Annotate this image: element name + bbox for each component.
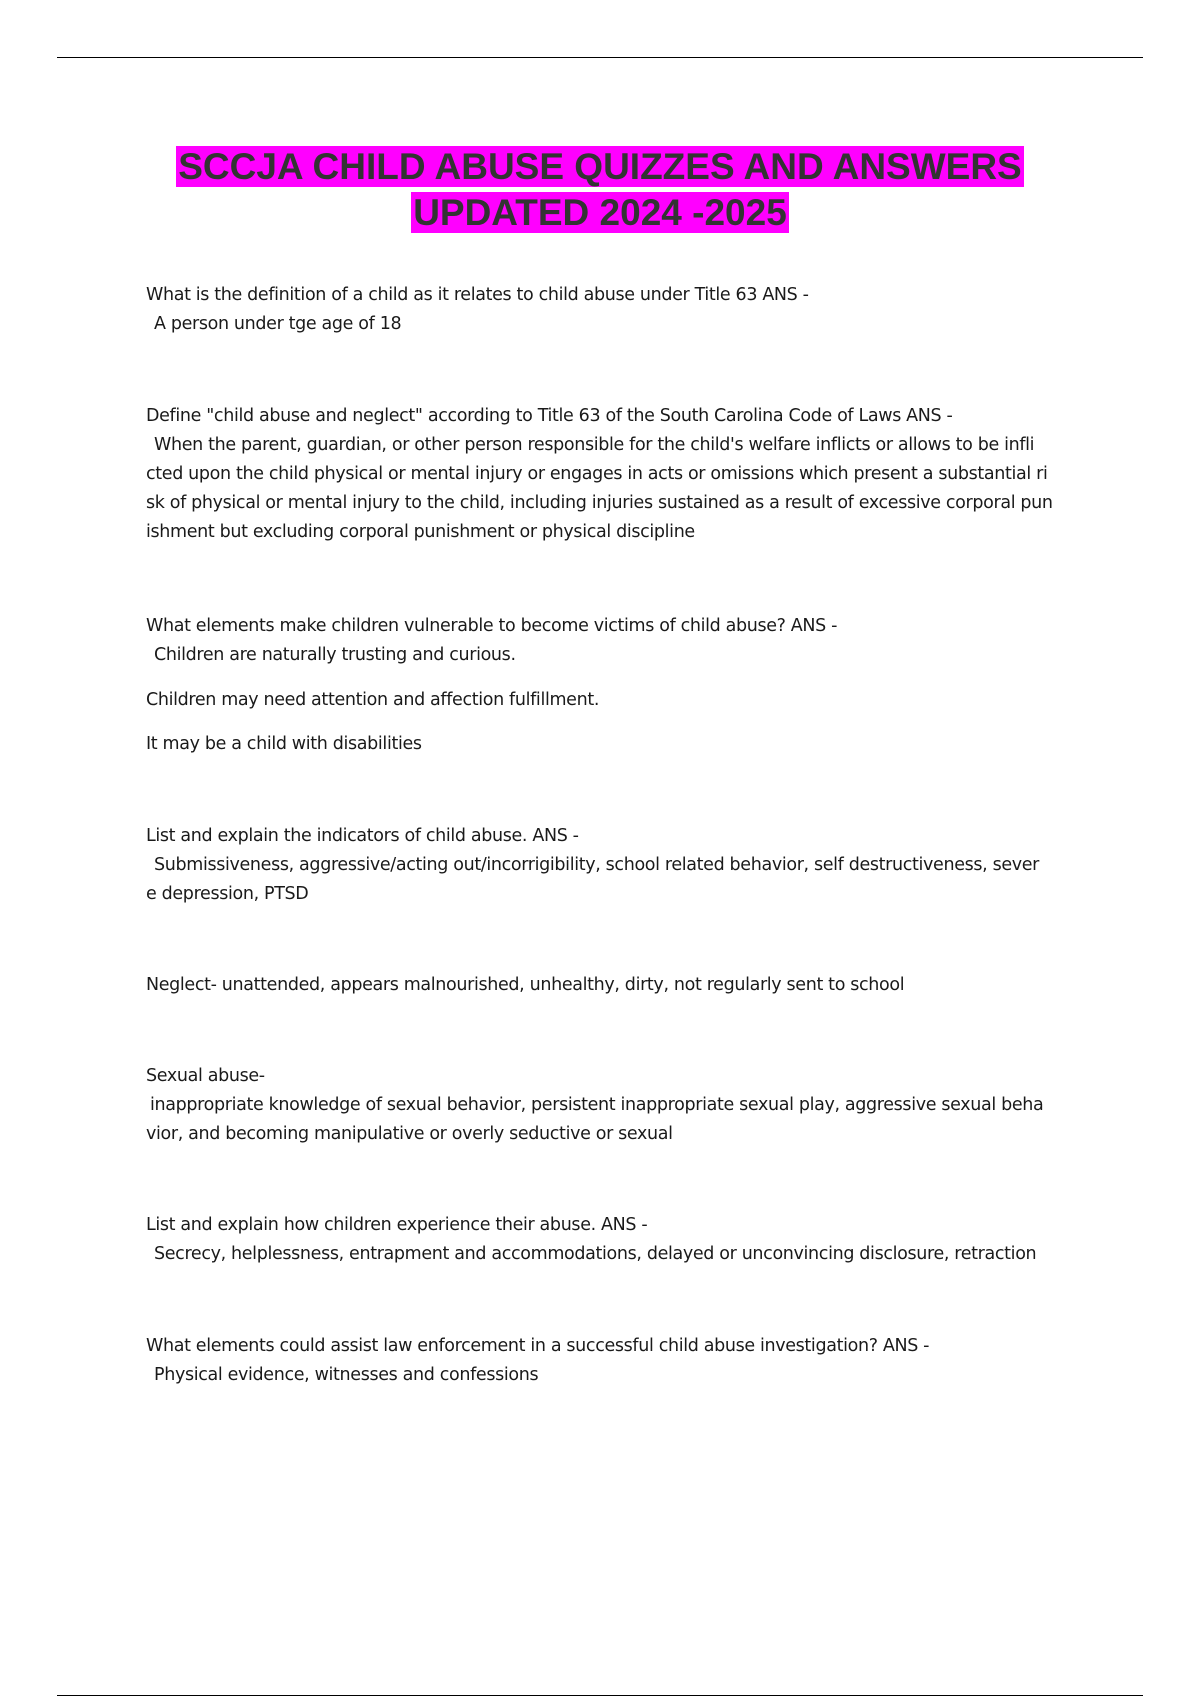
answer-2-line-3: sk of physical or mental injury to the child, including injuries sustained as a result of excessive corporal pun — [146, 493, 1053, 513]
answer-3-extra-1: Children may need attention and affection fulfillment. — [146, 690, 600, 710]
title-line-2: UPDATED 2024 -2025 — [413, 192, 787, 233]
answer-3-extra-2: It may be a child with disabilities — [146, 734, 422, 754]
answer-6: Physical evidence, witnesses and confessions — [154, 1365, 539, 1385]
question-3: What elements make children vulnerable to become victims of child abuse? ANS - — [146, 616, 838, 636]
footer-rule — [57, 1695, 1143, 1696]
question-2: Define "child abuse and neglect" according to Title 63 of the South Carolina Code of Laws ANS - — [146, 406, 953, 426]
question-6: What elements could assist law enforcement in a successful child abuse investigation? ANS - — [146, 1336, 930, 1356]
title-line-1: SCCJA CHILD ABUSE QUIZZES AND ANSWERS — [178, 146, 1022, 187]
sexual-abuse-line-2: vior, and becoming manipulative or overly seductive or sexual — [146, 1124, 673, 1144]
answer-4-line-2: e depression, PTSD — [146, 884, 309, 904]
answer-2-line-4: ishment but excluding corporal punishment or physical discipline — [146, 522, 695, 542]
answer-4-line-1: Submissiveness, aggressive/acting out/incorrigibility, school related behavior, self destructiveness, sever — [154, 855, 1040, 875]
answer-1: A person under tge age of 18 — [154, 314, 402, 334]
header-rule — [57, 57, 1143, 58]
sexual-abuse-label: Sexual abuse- — [146, 1066, 265, 1086]
neglect-indicators: Neglect- unattended, appears malnourished, unhealthy, dirty, not regularly sent to school — [146, 975, 905, 995]
answer-3: Children are naturally trusting and curious. — [154, 645, 516, 665]
qa-item-4 — [146, 822, 1096, 909]
document-title — [100, 144, 1100, 236]
qa-item-6 — [146, 1332, 1096, 1390]
qa-item-3 — [146, 612, 1096, 670]
question-5: List and explain how children experience their abuse. ANS - — [146, 1215, 648, 1235]
question-4: List and explain the indicators of child abuse. ANS - — [146, 826, 579, 846]
qa-item-5 — [146, 1211, 1096, 1269]
question-1: What is the definition of a child as it relates to child abuse under Title 63 ANS - — [146, 285, 809, 305]
answer-2-line-1: When the parent, guardian, or other person responsible for the child's welfare inflicts or allows to be infli — [154, 435, 1035, 455]
sexual-abuse-line-1: inappropriate knowledge of sexual behavior, persistent inappropriate sexual play, aggressive sexual beha — [150, 1095, 1044, 1115]
answer-5: Secrecy, helplessness, entrapment and accommodations, delayed or unconvincing disclosure, retraction — [154, 1244, 1037, 1264]
answer-2-line-2: cted upon the child physical or mental injury or engages in acts or omissions which present a substantial ri — [146, 464, 1048, 484]
qa-item-2 — [146, 402, 1096, 547]
qa-item-1 — [146, 281, 1096, 339]
sexual-abuse-indicators — [146, 1062, 1096, 1149]
